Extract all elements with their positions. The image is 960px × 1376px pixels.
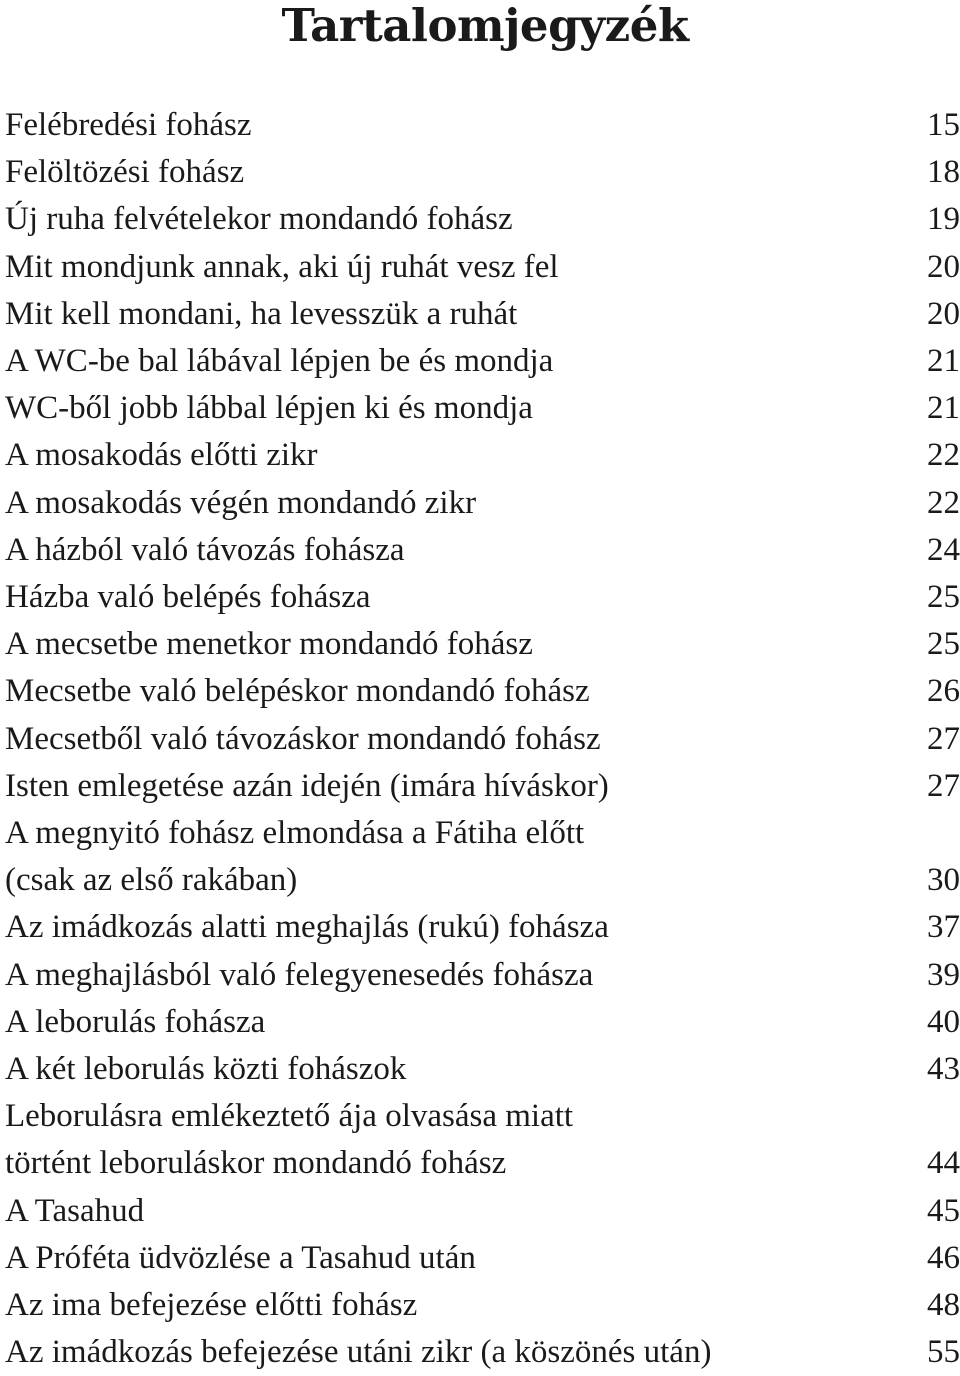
entry-page-number: 15 (927, 107, 960, 143)
entry-title-line: A mecsetbe menetkor mondandó fohász (5, 626, 533, 663)
entry-page-number: 30 (927, 862, 960, 899)
toc-entry (5, 810, 960, 904)
entry-page-number: 20 (927, 295, 960, 332)
entry-title (5, 244, 559, 291)
toc-entry (5, 668, 960, 715)
entry-page-number: 44 (927, 1145, 960, 1182)
toc-entry (5, 1329, 960, 1376)
entry-page-number: 46 (927, 1239, 960, 1276)
toc-entry (5, 102, 960, 149)
entry-title (5, 810, 584, 904)
entry-title (5, 196, 513, 243)
entry-page-number: 21 (927, 390, 960, 427)
entry-title-line: Az imádkozás befejezése utáni zikr (a köszönés után) (5, 1334, 712, 1371)
entry-page-number: 20 (927, 248, 960, 285)
toc-entry (5, 432, 960, 479)
entry-title (5, 1235, 476, 1282)
entry-title-line: Leborulásra emlékeztető ája olvasása miatt (5, 1098, 574, 1135)
entry-page-number: 40 (927, 1003, 960, 1040)
toc-entry (5, 904, 960, 951)
entry-page-number: 24 (927, 531, 960, 568)
entry-title (5, 621, 533, 668)
entry-title (5, 527, 405, 574)
entry-title-line: A leborulás fohásza (5, 1003, 266, 1040)
entry-title-line: Mecsetből való távozáskor mondandó fohász (5, 720, 601, 757)
entry-title (5, 1282, 417, 1329)
toc-entry (5, 1188, 960, 1235)
toc-entry (5, 1093, 960, 1187)
toc-entry (5, 1282, 960, 1329)
toc-entry (5, 149, 960, 196)
toc-entry (5, 244, 960, 291)
entry-title (5, 716, 601, 763)
toc-entry (5, 480, 960, 527)
entry-title-line: Az ima befejezése előtti fohász (5, 1287, 418, 1324)
page-title: Tartalomjegyzék (281, 0, 689, 52)
entry-page-number: 25 (927, 626, 960, 663)
entry-title-line: Házba való belépés fohásza (5, 579, 371, 616)
entry-page-number: 19 (927, 201, 960, 238)
entry-title-line: Új ruha felvételekor mondandó fohász (5, 201, 513, 238)
entry-title-line: A két leborulás közti fohászok (5, 1051, 407, 1088)
entry-title (5, 763, 609, 810)
entry-page-number: 48 (927, 1287, 960, 1324)
entry-title (5, 1329, 711, 1376)
entry-title-line: A házból való távozás fohásza (5, 531, 405, 568)
toc-entry (5, 338, 960, 385)
toc-entry (5, 621, 960, 668)
entry-title (5, 904, 609, 951)
entry-page-number: 55 (927, 1334, 960, 1371)
entry-title (5, 432, 318, 479)
entry-title (5, 1188, 144, 1235)
entry-title-line: Mit mondjunk annak, aki új ruhát vesz fel (5, 248, 559, 285)
toc-entry (5, 952, 960, 999)
entry-title (5, 385, 533, 432)
toc-entry (5, 1235, 960, 1282)
toc-entry (5, 527, 960, 574)
entry-title (5, 1093, 573, 1187)
toc-entry (5, 291, 960, 338)
entry-page-number: 39 (927, 956, 960, 993)
entry-page-number: 22 (927, 484, 960, 521)
entry-title-line: történt leboruláskor mondandó fohász (5, 1145, 507, 1182)
entry-page-number: 27 (927, 767, 960, 804)
toc-entry (5, 763, 960, 810)
entry-title (5, 291, 517, 338)
entry-title-line: A meghajlásból való felegyenesedés fohásza (5, 956, 594, 993)
entry-title (5, 480, 476, 527)
entry-title-line: A mosakodás végén mondandó zikr (5, 484, 477, 521)
entry-page-number: 25 (927, 579, 960, 616)
entry-title-line: A mosakodás előtti zikr (5, 437, 318, 474)
entry-title-line: Isten emlegetése azán idején (imára híváskor) (5, 767, 609, 804)
entry-title-line: WC-ből jobb lábbal lépjen ki és mondja (5, 390, 533, 427)
toc-entry (5, 1046, 960, 1093)
entry-title-line: A Próféta üdvözlése a Tasahud után (5, 1239, 476, 1276)
entry-title (5, 338, 553, 385)
entry-page-number: 45 (927, 1192, 960, 1229)
entry-page-number: 43 (927, 1051, 960, 1088)
entry-title (5, 952, 593, 999)
entry-title-line: Mit kell mondani, ha levesszük a ruhát (5, 295, 518, 332)
entry-title (5, 668, 590, 715)
entry-page-number: 37 (927, 909, 960, 946)
entry-title-line: Mecsetbe való belépéskor mondandó fohász (5, 673, 590, 710)
table-of-contents (5, 102, 960, 1376)
toc-entry (5, 716, 960, 763)
entry-title (5, 999, 265, 1046)
entry-title-line: Az imádkozás alatti meghajlás (rukú) fohásza (5, 909, 609, 946)
entry-page-number: 22 (927, 437, 960, 474)
toc-entry (5, 999, 960, 1046)
entry-page-number: 18 (927, 154, 960, 191)
toc-entry (5, 196, 960, 243)
entry-title-line: (csak az első rakában) (5, 862, 298, 899)
entry-title (5, 102, 252, 149)
entry-page-number: 27 (927, 720, 960, 757)
entry-title-line: A megnyitó fohász elmondása a Fátiha előtt (5, 815, 585, 852)
entry-title-line: A Tasahud (5, 1192, 145, 1229)
entry-title (5, 574, 371, 621)
entry-title-line: Felöltözési fohász (5, 154, 245, 191)
entry-page-number: 21 (927, 343, 960, 380)
entry-title-line: A WC-be bal lábával lépjen be és mondja (5, 343, 554, 380)
toc-entry (5, 574, 960, 621)
toc-entry (5, 385, 960, 432)
entry-title (5, 149, 244, 196)
entry-title-line: Felébredési fohász (5, 107, 252, 143)
entry-title (5, 1046, 406, 1093)
entry-page-number: 26 (927, 673, 960, 710)
